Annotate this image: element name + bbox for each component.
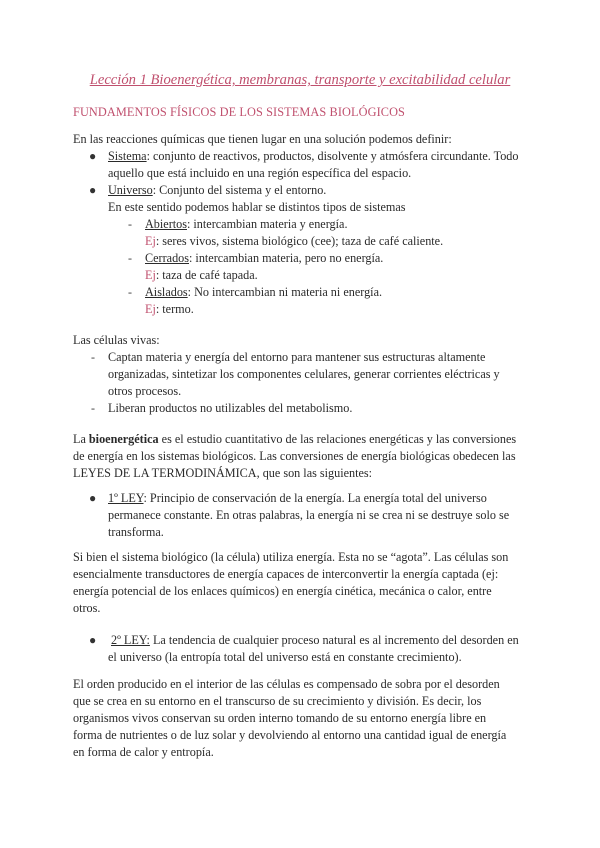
aislados-example-text: : termo.: [155, 302, 194, 316]
term-ley1: 1º LEY: [108, 491, 144, 505]
bullet-marker: ●: [89, 149, 97, 163]
intro-text: En las reacciones químicas que tienen lugar en una solución podemos definir:: [73, 132, 452, 146]
ley2-line2: el universo (la entropía total del universo está en constante crecimiento).: [108, 650, 462, 664]
bullet-marker: ●: [89, 183, 97, 197]
bioenergetica-line2: de energía en los sistemas biológicos. Las conversiones de energía biológicas obedecen las: [73, 449, 516, 463]
celulas-item-1-line3: otros procesos.: [108, 384, 182, 398]
term-ley2: 2º LEY:: [111, 633, 150, 647]
type-cerrados: [145, 250, 383, 267]
para1-line2: esencialmente transductores de energía capaces de interconvertir la energía captada (ej:: [73, 567, 499, 581]
para2-line4: forma de nutrientes o de luz solar y devolviendo al entorno una cantidad igual de energía: [73, 728, 507, 742]
dash-marker: -: [128, 251, 132, 265]
term-abiertos: Abiertos: [145, 217, 187, 231]
ley2-definition: La tendencia de cualquier proceso natural es al incremento del desorden en: [149, 633, 519, 647]
bullet-universo: [108, 182, 326, 199]
ej-label: Ej: [145, 234, 156, 248]
para1-line3: energía potencial de los enlaces químicos) en energía cinética, mecánica o calor, entre: [73, 584, 492, 598]
type-abiertos: [145, 216, 348, 233]
abiertos-example: [145, 233, 443, 250]
universo-definition: : Conjunto del sistema y el entorno.: [152, 183, 327, 197]
system-types-intro: En este sentido podemos hablar se distintos tipos de sistemas: [108, 200, 406, 214]
section-heading: FUNDAMENTOS FÍSICOS DE LOS SISTEMAS BIOLÓGICOS: [73, 105, 405, 119]
para1-line4: otros.: [73, 601, 101, 615]
ej-label: Ej: [145, 268, 156, 282]
para2-line1: El orden producido en el interior de las células es compensado de sobra por el desorden: [73, 677, 500, 691]
ley2-line1: [111, 632, 519, 649]
bullet-sistema: [108, 148, 518, 165]
dash-marker: -: [91, 401, 95, 415]
term-universo: Universo: [108, 183, 153, 197]
para2-line2: que se crea en su entorno en el transcurso de su crecimiento y división. Es decir, los: [73, 694, 482, 708]
ley1-line3: transforma.: [108, 525, 164, 539]
type-aislados: [145, 284, 382, 301]
bioenergetica-line1: [73, 431, 516, 448]
dash-marker: -: [91, 350, 95, 364]
term-aislados: Aislados: [145, 285, 188, 299]
bioenergetica-prefix: La: [73, 432, 89, 446]
cerrados-definition: : intercambian materia, pero no energía.: [189, 251, 384, 265]
ej-label: Ej: [145, 302, 156, 316]
ley1-definition: : Principio de conservación de la energía. La energía total del universo: [143, 491, 487, 505]
para2-line5: en forma de calor y entropía.: [73, 745, 214, 759]
term-cerrados: Cerrados: [145, 251, 189, 265]
aislados-example: [145, 301, 194, 318]
cerrados-example-text: : taza de café tapada.: [155, 268, 258, 282]
aislados-definition: : No intercambian ni materia ni energía.: [187, 285, 383, 299]
bullet-marker: ●: [89, 491, 97, 505]
term-bioenergetica: bioenergética: [88, 432, 159, 446]
ley1-line2: permanece constante. En otras palabras, la energía ni se crea ni se destruye solo se: [108, 508, 510, 522]
celulas-item-1-line1: Captan materia y energía del entorno para mantener sus estructuras altamente: [108, 350, 486, 364]
bioenergetica-line3: LEYES DE LA TERMODINÁMICA, que son las siguientes:: [73, 466, 373, 480]
dash-marker: -: [128, 217, 132, 231]
celulas-item-1-line2: organizadas, sintetizar los componentes celulares, generar corrientes eléctricas y: [108, 367, 500, 381]
sistema-definition-line2: aquello que está incluido en una región específica del espacio.: [108, 166, 412, 180]
celulas-heading: Las células vivas:: [73, 333, 160, 347]
bioenergetica-rest: es el estudio cuantitativo de las relaciones energéticas y las conversiones: [158, 432, 517, 446]
ley1-line1: [108, 490, 487, 507]
bullet-marker: ●: [89, 633, 97, 647]
term-sistema: Sistema: [108, 149, 147, 163]
dash-marker: -: [128, 285, 132, 299]
sistema-definition: : conjunto de reactivos, productos, disolvente y atmósfera circundante. Todo: [146, 149, 519, 163]
page-title: Lección 1 Bioenergética, membranas, transporte y excitabilidad celular: [89, 72, 511, 88]
celulas-item-2: Liberan productos no utilizables del metabolismo.: [108, 401, 353, 415]
abiertos-definition: : intercambian materia y energía.: [186, 217, 348, 231]
para1-line1: Si bien el sistema biológico (la célula) utiliza energía. Esta no se “agota”. Las células son: [73, 550, 509, 564]
para2-line3: organismos vivos conservan su orden interno tomando de su entorno energía libre en: [73, 711, 487, 725]
cerrados-example: [145, 267, 258, 284]
abiertos-example-text: : seres vivos, sistema biológico (cee); taza de café caliente.: [155, 234, 444, 248]
